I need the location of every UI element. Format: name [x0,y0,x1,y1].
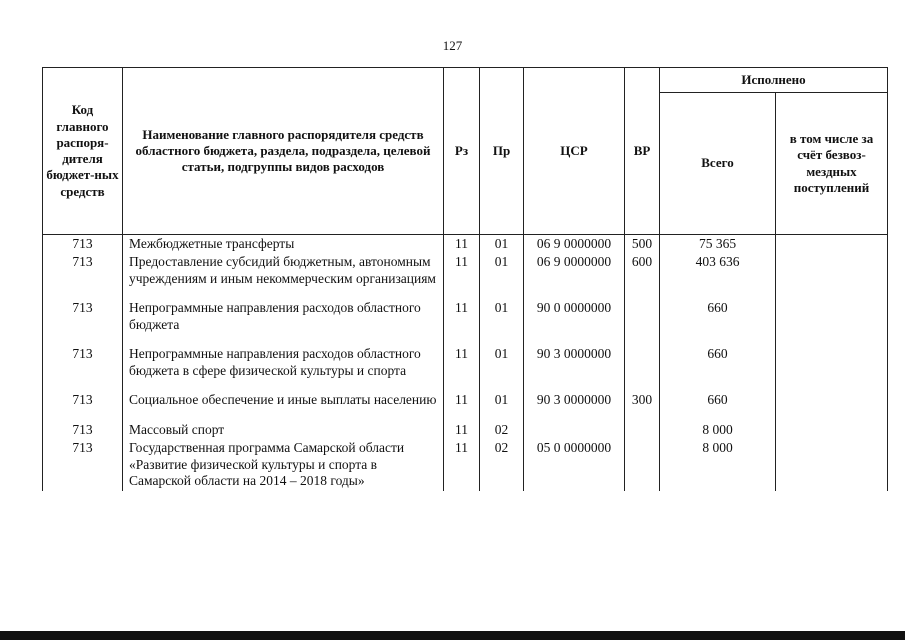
cell-total: 660 [660,299,776,345]
cell-name: Массовый спорт [123,421,444,439]
header-total: Всего [660,93,776,235]
cell-code: 713 [43,421,123,439]
cell-including [776,421,888,439]
cell-csr [524,421,625,439]
cell-rz: 11 [444,439,480,490]
cell-vr [625,299,660,345]
cell-rz: 11 [444,345,480,391]
table-row [43,345,888,391]
cell-name: Непрограммные направления расходов областного бюджета в сфере физической культуры и спорта [123,345,444,391]
cell-total: 8 000 [660,439,776,490]
cell-including [776,235,888,254]
table-row [43,235,888,254]
cell-pr: 01 [480,345,524,391]
cell-pr: 01 [480,391,524,420]
cell-name: Предоставление субсидий бюджетным, автономным учреждениям и иным некоммерческим организациям [123,253,444,299]
cell-vr: 600 [625,253,660,299]
cell-pr: 01 [480,299,524,345]
table-row [43,421,888,439]
cell-including [776,299,888,345]
table-body [43,235,888,491]
header-vr: ВР [625,68,660,235]
cell-csr: 06 9 0000000 [524,253,625,299]
header-code: Код главного распоря-дителя бюджет-ных средств [43,68,123,235]
cell-vr [625,421,660,439]
cell-csr: 90 0 0000000 [524,299,625,345]
cell-including [776,345,888,391]
cell-name: Межбюджетные трансферты [123,235,444,254]
cell-including [776,391,888,420]
header-csr: ЦСР [524,68,625,235]
cell-including [776,439,888,490]
cell-vr [625,439,660,490]
cell-code: 713 [43,299,123,345]
cell-total: 660 [660,391,776,420]
cell-code: 713 [43,253,123,299]
cell-rz: 11 [444,253,480,299]
cell-pr: 01 [480,253,524,299]
cell-total: 75 365 [660,235,776,254]
cell-csr: 05 0 0000000 [524,439,625,490]
header-including: в том числе за счёт безвоз-мездных поступлений [776,93,888,235]
cell-total: 660 [660,345,776,391]
cell-total: 403 636 [660,253,776,299]
cell-rz: 11 [444,299,480,345]
cell-pr: 02 [480,439,524,490]
table-row [43,253,888,299]
cell-name: Непрограммные направления расходов областного бюджета [123,299,444,345]
cell-code: 713 [43,345,123,391]
cell-rz: 11 [444,421,480,439]
header-rz: Рз [444,68,480,235]
header-name: Наименование главного распорядителя средств областного бюджета, раздела, подраздела, целевой статьи, подгруппы видов расходов [123,68,444,235]
header-pr: Пр [480,68,524,235]
budget-table [42,67,887,491]
header-executed: Исполнено [660,68,888,93]
cell-rz: 11 [444,235,480,254]
cell-pr: 01 [480,235,524,254]
cell-code: 713 [43,439,123,490]
table-row [43,299,888,345]
cell-code: 713 [43,235,123,254]
cell-csr: 90 3 0000000 [524,391,625,420]
cell-vr: 500 [625,235,660,254]
table-row [43,391,888,420]
table-row [43,439,888,490]
scan-bottom-edge [0,631,905,640]
cell-name: Государственная программа Самарской области «Развитие физической культуры и спорта в Самарской области на 2014 – 2018 годы» [123,439,444,490]
cell-vr [625,345,660,391]
page-number: 127 [442,38,463,53]
cell-pr: 02 [480,421,524,439]
cell-code: 713 [43,391,123,420]
cell-vr: 300 [625,391,660,420]
cell-name: Социальное обеспечение и иные выплаты населению [123,391,444,420]
cell-including [776,253,888,299]
cell-csr: 06 9 0000000 [524,235,625,254]
cell-rz: 11 [444,391,480,420]
cell-csr: 90 3 0000000 [524,345,625,391]
cell-total: 8 000 [660,421,776,439]
